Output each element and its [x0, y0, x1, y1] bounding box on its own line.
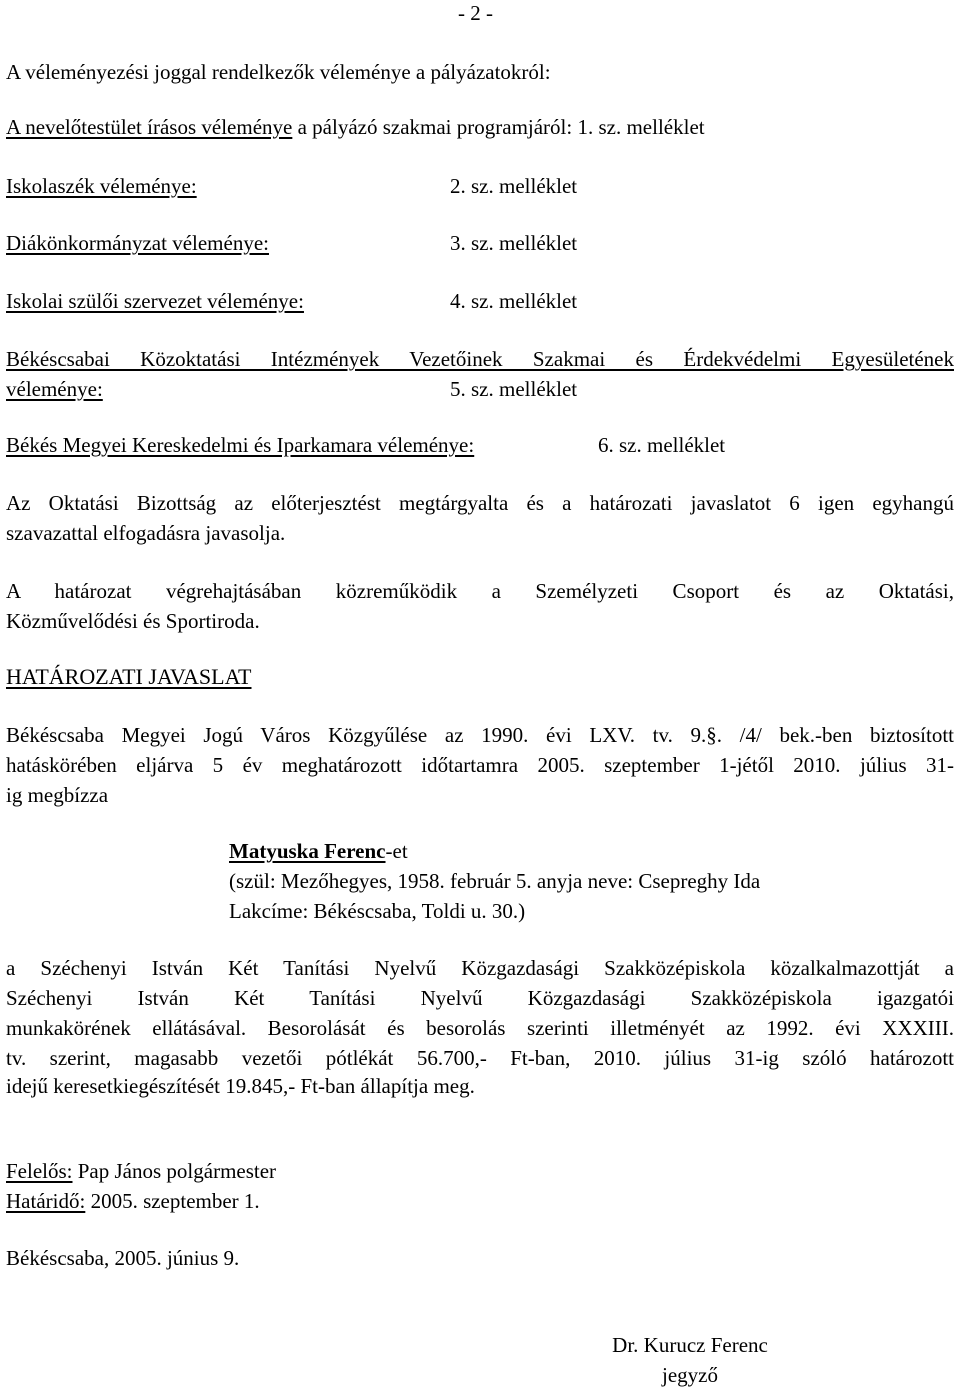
- resolution-line2: hatáskörében eljárva 5 év meghatározott időtartamra 2005. szeptember 1-jétől 2010. július 31-: [6, 753, 954, 777]
- place-date: Békéscsaba, 2005. június 9.: [6, 1246, 240, 1270]
- faculty-opinion-rest: a pályázó szakmai programjáról: 1. sz. melléklet: [292, 115, 705, 139]
- resolution-title: HATÁROZATI JAVASLAT: [6, 664, 252, 689]
- responsible-line: [6, 1158, 276, 1184]
- responsible-value: Pap János polgármester: [72, 1159, 277, 1183]
- student-council-label: Diákönkormányzat véleménye:: [6, 231, 269, 255]
- appointee-address: Lakcíme: Békéscsaba, Toldi u. 30.): [229, 899, 526, 923]
- signature-name: Dr. Kurucz Ferenc: [612, 1333, 768, 1357]
- chamber-opinion-label: Békés Megyei Kereskedelmi és Iparkamara véleménye:: [6, 433, 475, 457]
- resolution-line3: ig megbízza: [6, 783, 109, 807]
- deadline-value: 2005. szeptember 1.: [85, 1189, 260, 1213]
- school-board-label: Iskolaszék véleménye:: [6, 174, 197, 198]
- chamber-opinion-ref: 6. sz. melléklet: [598, 433, 726, 457]
- resolution-line1: Békéscsaba Megyei Jogú Város Közgyűlése az 1990. évi LXV. tv. 9.§. /4/ bek.-ben biztosított: [6, 723, 954, 747]
- faculty-opinion-label: A nevelőtestület írásos véleménye: [6, 115, 293, 139]
- opinions-heading: A véleményezési joggal rendelkezők véleménye a pályázatokról:: [6, 60, 551, 84]
- assignment-line2: Széchenyi István Két Tanítási Nyelvű Közgazdasági Szakközépiskola igazgatói: [6, 986, 954, 1010]
- committee-line1: Az Oktatási Bizottság az előterjesztést megtárgyalta és a határozati javaslatot 6 igen egyhangú: [6, 491, 954, 515]
- school-board-ref: 2. sz. melléklet: [450, 174, 578, 198]
- signature-title: jegyző: [662, 1363, 718, 1387]
- assignment-line4: tv. szerint, magasabb vezetői pótlékát 56.700,- Ft-ban, 2010. július 31-ig szóló határozott: [6, 1046, 954, 1070]
- association-opinion-line2: véleménye:: [6, 377, 103, 401]
- appointee-name-line: [229, 838, 408, 864]
- execution-line2: Közművelődési és Sportiroda.: [6, 609, 260, 633]
- student-council-ref: 3. sz. melléklet: [450, 231, 578, 255]
- assignment-line3: munkakörének ellátásával. Besorolását és besorolás szerinti illetményét az 1992. évi XXXIII.: [6, 1016, 954, 1040]
- parent-org-label: Iskolai szülői szervezet véleménye:: [6, 289, 304, 313]
- deadline-label: Határidő:: [6, 1189, 86, 1213]
- deadline-line: [6, 1188, 260, 1214]
- association-opinion-ref: 5. sz. melléklet: [450, 377, 578, 401]
- association-opinion-line1: Békéscsabai Közoktatási Intézmények Vezetőinek Szakmai és Érdekvédelmi Egyesületének: [6, 347, 954, 371]
- assignment-line1: a Széchenyi István Két Tanítási Nyelvű Közgazdasági Szakközépiskola közalkalmazottját a: [6, 956, 954, 980]
- faculty-opinion-line: [6, 114, 705, 140]
- execution-line1: A határozat végrehajtásában közreműködik a Személyzeti Csoport és az Oktatási,: [6, 579, 954, 603]
- appointee-name: Matyuska Ferenc: [229, 839, 386, 863]
- assignment-line5: idejű keresetkiegészítését 19.845,- Ft-ban állapítja meg.: [6, 1074, 475, 1098]
- appointee-birth: (szül: Mezőhegyes, 1958. február 5. anyja neve: Csepreghy Ida: [229, 869, 761, 893]
- parent-org-ref: 4. sz. melléklet: [450, 289, 578, 313]
- responsible-label: Felelős:: [6, 1159, 73, 1183]
- committee-line2: szavazattal elfogadásra javasolja.: [6, 521, 286, 545]
- appointee-name-suffix: -et: [385, 839, 408, 863]
- page-number: - 2 -: [458, 1, 493, 25]
